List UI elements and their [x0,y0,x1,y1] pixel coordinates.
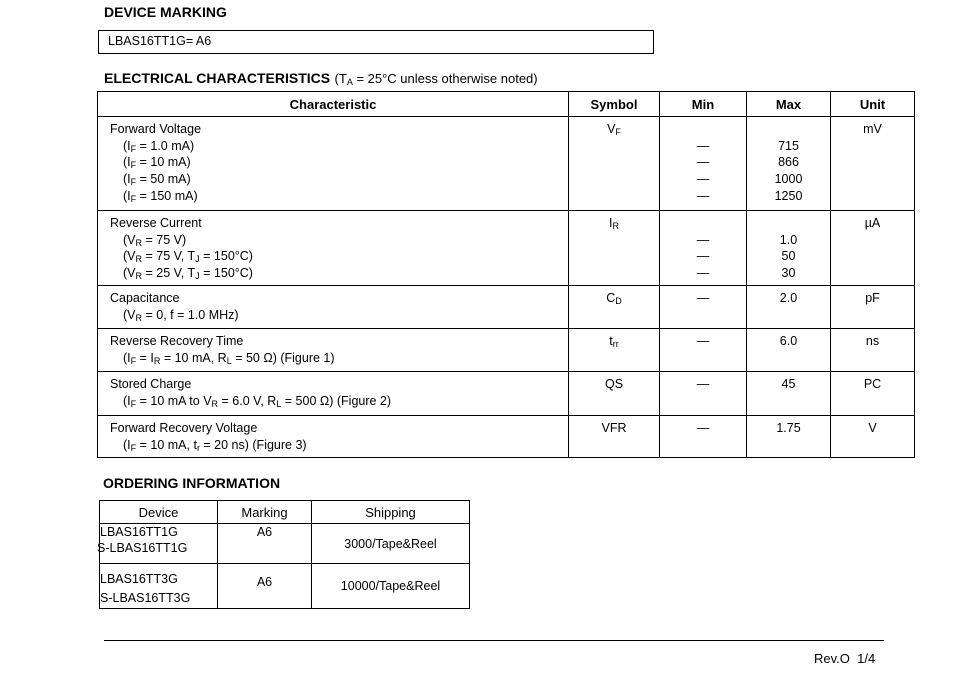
max-forward-voltage: 715 866 1000 1250 [747,117,831,211]
table-row [100,564,470,609]
electrical-characteristics-table [97,91,915,458]
unit-capacitance: pF [831,286,915,329]
device-marking-box [98,30,654,54]
footer-divider [104,640,884,641]
symbol-reverse-current: $I_R$ [569,211,660,286]
symbol-stored-charge: QS [569,372,660,416]
symbol-forward-recovery-voltage: VFR [569,416,660,458]
symbol-reverse-recovery-time: $t_{rr}$ [569,329,660,372]
device-marking-value: LBAS16TT1G= A6 [108,34,212,48]
char-capacitance: Capacitance ($V_R = 0$, f = 1.0 MHz) [98,286,569,329]
table-row [100,524,470,564]
device-cell: LBAS16TT1G S-LBAS16TT1G [100,524,218,564]
unit-forward-recovery-voltage: V [831,416,915,458]
char-reverse-recovery-time: Reverse Recovery Time ($I_F = I_R = 10$ mA, $R_L = 50$ Ω) (Figure 1) [98,329,569,372]
max-stored-charge: 45 [747,372,831,416]
shipping-cell: 10000/Tape&Reel [312,564,470,609]
device-cell: LBAS16TT3G S-LBAS16TT3G [100,564,218,609]
symbol-capacitance: $C_D$ [569,286,660,329]
unit-reverse-current: µA [831,211,915,286]
table-row [98,211,915,286]
marking-cell: A6 [218,564,312,609]
min-forward-recovery-voltage: — [660,416,747,458]
header-characteristic: Characteristic [98,92,569,117]
header-symbol: Symbol [569,92,660,117]
electrical-heading-title: ELECTRICAL CHARACTERISTICS [104,70,331,86]
header-max: Max [747,92,831,117]
revision-label: Rev.O 1/4 [814,651,876,666]
marking-cell: A6 [218,524,312,564]
header-marking: Marking [218,501,312,524]
table-row [98,117,915,211]
table-row [98,416,915,458]
max-capacitance: 2.0 [747,286,831,329]
symbol-forward-voltage: $V_F$ [569,117,660,211]
header-unit: Unit [831,92,915,117]
header-shipping: Shipping [312,501,470,524]
char-reverse-current: Reverse Current ($V_R = 75$ V) ($V_R = 75$ V, $T_J = 150^\circ C$) ($V_R = 25$ V, $T_J = 150^\circ C$) [98,211,569,286]
unit-stored-charge: PC [831,372,915,416]
device-marking-heading: DEVICE MARKING [104,4,227,20]
unit-forward-voltage: mV [831,117,915,211]
char-stored-charge: Stored Charge ($I_F = 10$ mA to $V_R = 6.0$ V, $R_L = 500$ Ω) (Figure 2) [98,372,569,416]
max-forward-recovery-voltage: 1.75 [747,416,831,458]
table-row [98,286,915,329]
min-stored-charge: — [660,372,747,416]
header-min: Min [660,92,747,117]
min-forward-voltage: — — — — [660,117,747,211]
min-reverse-current: — — — [660,211,747,286]
header-device: Device [100,501,218,524]
shipping-cell: 3000/Tape&Reel [312,524,470,564]
electrical-heading [104,70,538,88]
table-header-row [100,501,470,524]
min-reverse-recovery-time: — [660,329,747,372]
electrical-heading-condition: ($T_A = 25^\circ C$ unless otherwise noted) [334,71,538,87]
ordering-information-table [99,500,470,609]
char-forward-recovery-voltage: Forward Recovery Voltage ($I_F = 10$ mA, $t_r = 20$ ns) (Figure 3) [98,416,569,458]
ordering-heading: ORDERING INFORMATION [103,475,281,491]
unit-reverse-recovery-time: ns [831,329,915,372]
min-capacitance: — [660,286,747,329]
max-reverse-recovery-time: 6.0 [747,329,831,372]
table-header-row [98,92,915,117]
table-row [98,329,915,372]
table-row [98,372,915,416]
char-forward-voltage: Forward Voltage ($I_F = 1.0$ mA) ($I_F = 10$ mA) ($I_F = 50$ mA) ($I_F = 150$ mA) [98,117,569,211]
max-reverse-current: 1.0 50 30 [747,211,831,286]
